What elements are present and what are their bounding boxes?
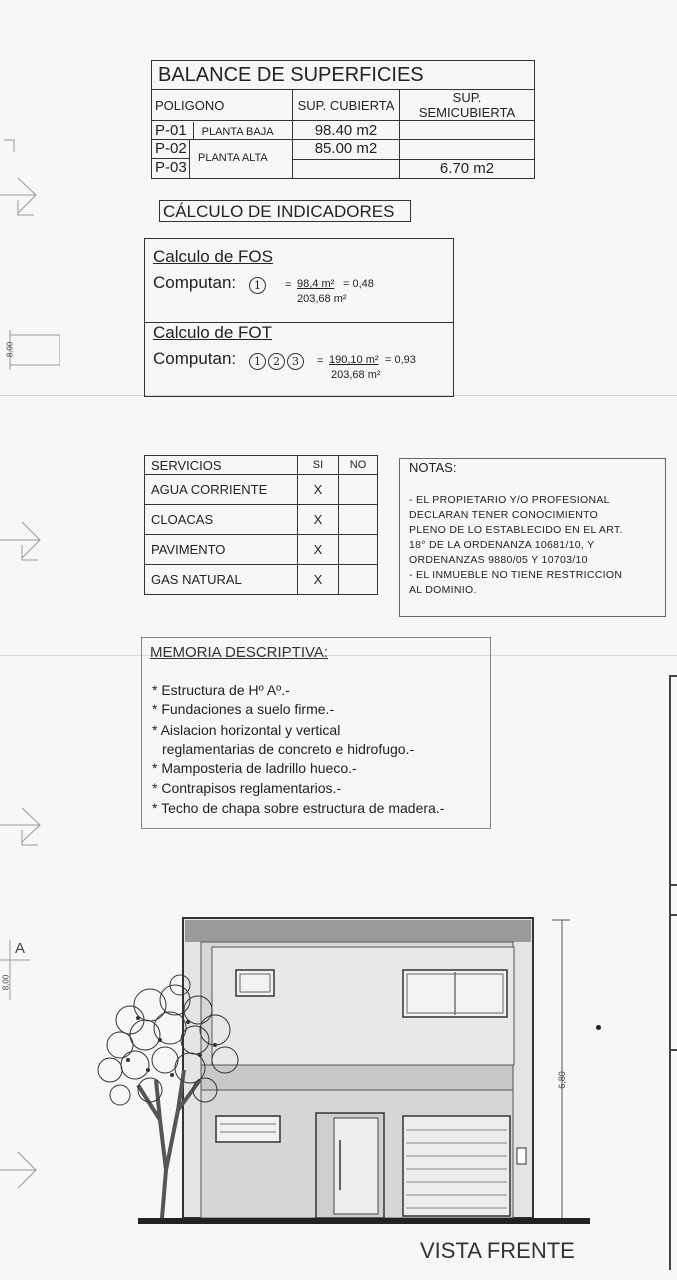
servicios-table [144,455,378,595]
table-row [152,140,535,160]
fot-computan-label: Computan: [153,349,237,368]
dimension-left-bottom: 8,00 [1,974,11,991]
section-mark: A [15,940,26,957]
notas-line: ORDENANZAS 9880/05 Y 10703/10 [409,554,588,566]
table-row [145,475,378,505]
indicadores-title: CÁLCULO DE INDICADORES [159,200,411,222]
fos-heading: Calculo de FOS [153,247,273,266]
servicio-name: PAVIMENTO [145,535,298,565]
memoria-item: * Aislacion horizontal y vertical [152,722,341,738]
servicio-no [339,475,378,505]
indicadores-box [144,238,454,397]
fot-denominator: 203,68 m² [331,369,381,381]
memoria-item: * Techo de chapa sobre estructura de madera.- [152,800,445,816]
semi-value [400,140,535,160]
facade-drawing [90,910,590,1230]
fot-circles [249,352,306,370]
notas-line: AL DOMINIO. [409,584,477,596]
cornice [185,920,531,942]
poligono-id: P-01 [152,122,194,139]
servicio-name: CLOACAS [145,505,298,535]
fos-equals: = [285,279,292,291]
fos-numerator: 98,4 m² [297,278,335,290]
circled-number: 1 [249,353,266,370]
fot-heading: Calculo de FOT [153,323,273,342]
ground-line [138,1218,590,1224]
fot-equals: = [317,355,324,367]
notas-title: NOTAS: [409,460,457,475]
notas-line: PLENO DE LO ESTABLECIDO EN EL ART. [409,524,623,536]
header-si: SI [298,456,339,475]
cubierta-value [293,159,400,179]
servicio-si: X [298,475,339,505]
servicio-name: AGUA CORRIENTE [145,475,298,505]
notas-line: 18° DE LA ORDENANZA 10681/10, Y [409,539,595,551]
header-cubierta: SUP. CUBIERTA [293,90,400,121]
fos-circles [249,276,268,294]
poligono-id: P-03 [152,159,190,178]
circled-number: 1 [249,277,266,294]
notas-line: - EL PROPIETARIO Y/O PROFESIONAL [409,494,610,506]
memoria-item: * Estructura de Hº Aº.- [152,682,290,698]
table-row [145,535,378,565]
poligono-label: PLANTA ALTA [198,152,268,164]
header-poligono: POLIGONO [152,90,293,121]
servicio-no [339,535,378,565]
circled-number: 2 [268,353,285,370]
notas-text [409,493,661,598]
memoria-item: * Contrapisos reglamentarios.- [152,780,342,796]
memoria-item: * Fundaciones a suelo firme.- [152,701,335,717]
servicio-si: X [298,505,339,535]
table-row [145,505,378,535]
cubierta-value: 85.00 m2 [293,140,400,160]
semi-value: 6.70 m2 [400,159,535,179]
margin-marks [0,0,60,1280]
dot-mark [596,1025,601,1030]
garage-door [403,1116,510,1216]
balance-title: BALANCE DE SUPERFICIES [152,61,535,90]
notas-box [399,458,666,617]
fos-computan-label: Computan: [153,273,237,292]
balance-table [151,60,535,179]
cubierta-value: 98.40 m2 [293,121,400,140]
servicio-name: GAS NATURAL [145,565,298,595]
poligono-id: P-02 [152,140,190,159]
servicio-si: X [298,565,339,595]
table-row [152,121,535,140]
circled-number: 3 [287,353,304,370]
dimension-left-top: 8,00 [5,341,15,358]
servicio-si: X [298,535,339,565]
memoria-box [141,637,491,829]
lower-window [216,1116,280,1142]
fot-numerator: 190,10 m² [329,354,379,366]
adjacent-drawing-fragment [660,670,677,1280]
header-servicios: SERVICIOS [145,456,298,475]
notas-line: - EL INMUEBLE NO TIENE RESTRICCION [409,569,623,581]
header-no: NO [339,456,378,475]
dimension-height: 6,80 [556,1071,567,1089]
notas-line: DECLARAN TENER CONOCIMIENTO [409,509,599,521]
servicio-no [339,565,378,595]
table-row [145,565,378,595]
poligono-label: PLANTA BAJA [201,125,274,138]
servicio-no [339,505,378,535]
memoria-item: * Mamposteria de ladrillo hueco.- [152,760,357,776]
fot-result: = 0,93 [385,354,416,366]
fos-result: = 0,48 [343,278,374,290]
vista-frente-label: VISTA FRENTE [420,1238,575,1263]
fos-denominator: 203,68 m² [297,293,347,305]
memoria-title: MEMORIA DESCRIPTIVA: [150,644,329,661]
header-semicubierta: SUP. SEMICUBIERTA [400,90,535,121]
memoria-item: reglamentarias de concreto e hidrofugo.- [162,741,415,757]
semi-value [400,121,535,140]
